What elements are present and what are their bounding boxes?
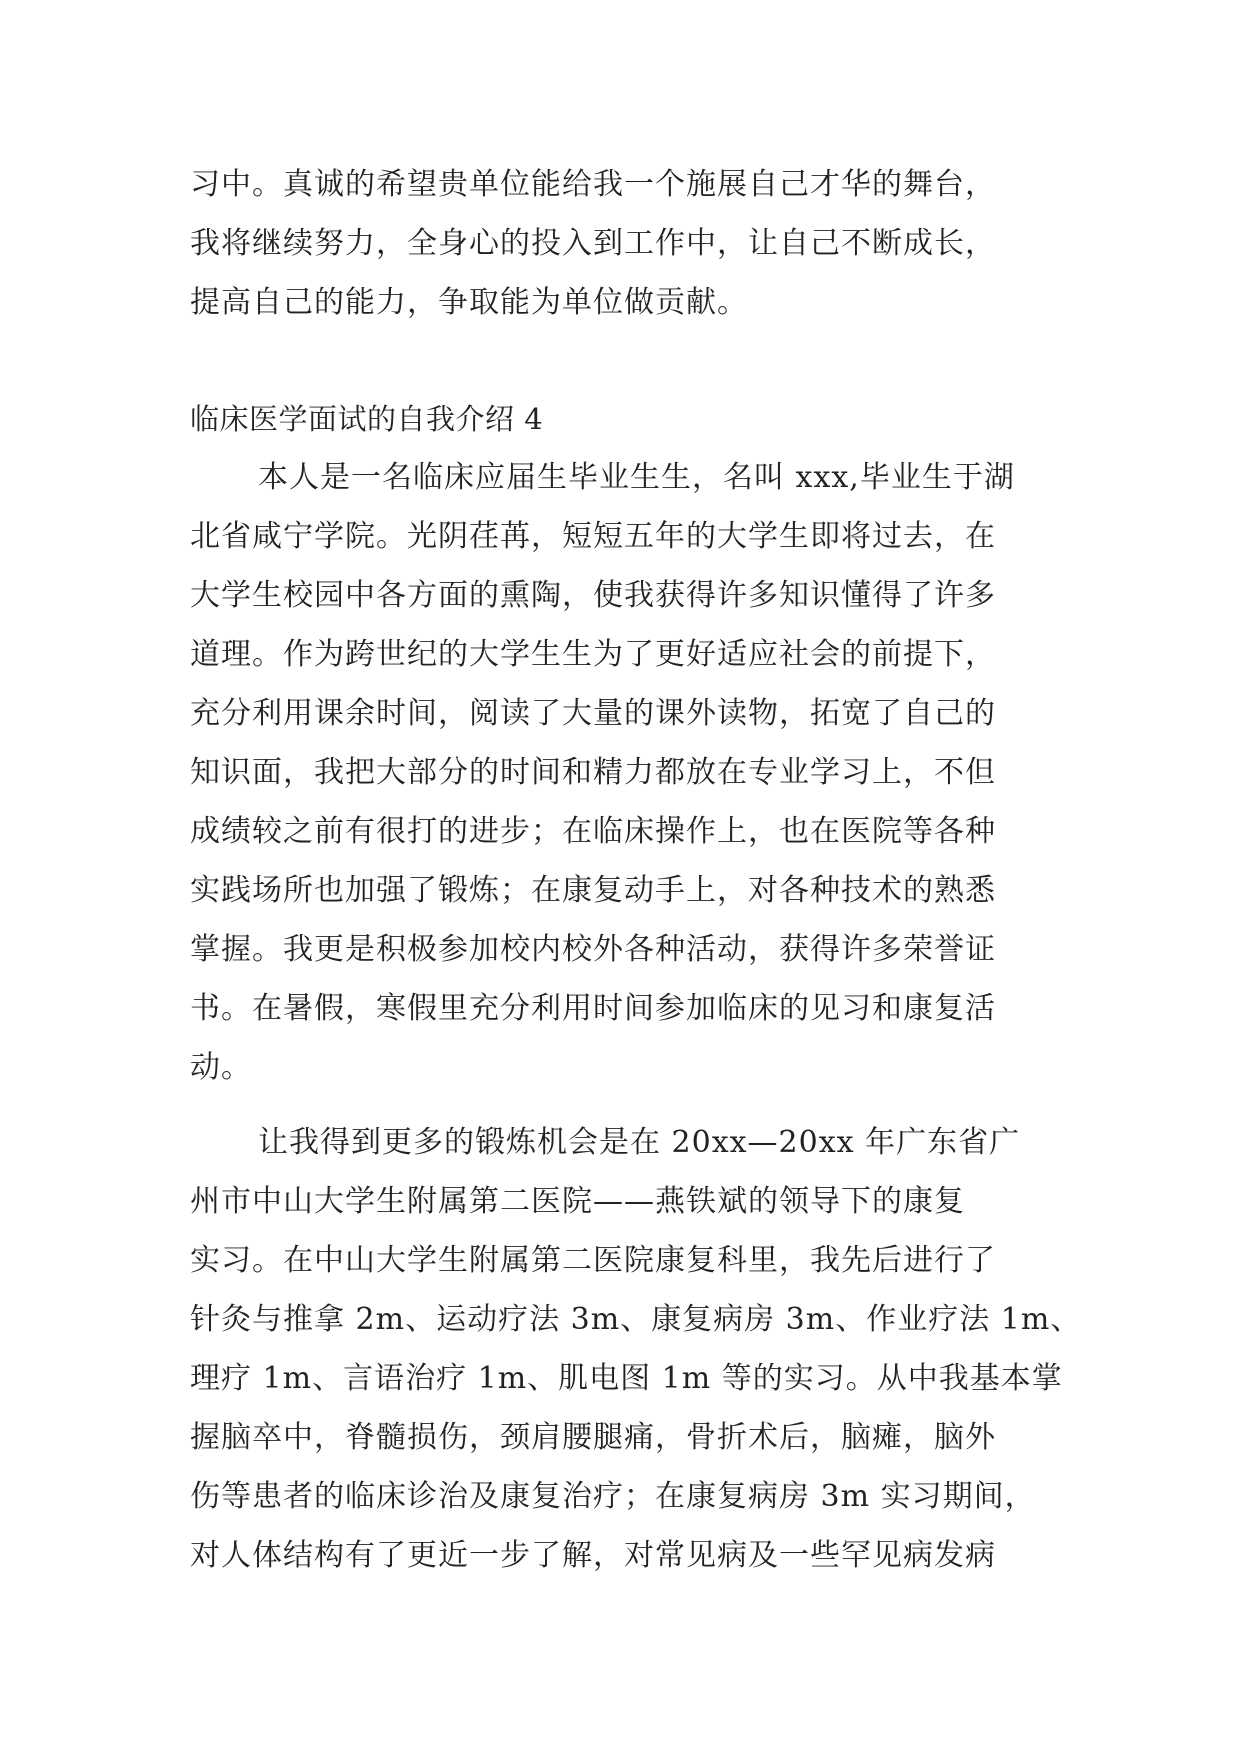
paragraph-line: 知识面，我把大部分的时间和精力都放在专业学习上，不但: [190, 755, 996, 790]
intro-line: 我将继续努力，全身心的投入到工作中，让自己不断成长，: [190, 226, 996, 261]
paragraph-line: 实习。在中山大学生附属第二医院康复科里，我先后进行了: [190, 1243, 996, 1278]
section-title: 临床医学面试的自我介绍 4: [190, 402, 544, 436]
intro-line: 习中。真诚的希望贵单位能给我一个施展自己才华的舞台，: [190, 167, 996, 202]
paragraph-line: 握脑卒中，脊髓损伤，颈肩腰腿痛，骨折术后，脑瘫，脑外: [190, 1420, 996, 1455]
paragraph-line: 州市中山大学生附属第二医院——燕铁斌的领导下的康复: [190, 1184, 965, 1219]
paragraph-line: 成绩较之前有很打的进步；在临床操作上，也在医院等各种: [190, 814, 996, 849]
intro-line: 提高自己的能力，争取能为单位做贡献。: [190, 285, 748, 320]
paragraph-line: 动。: [190, 1050, 252, 1085]
paragraph-line: 对人体结构有了更近一步了解，对常见病及一些罕见病发病: [190, 1538, 996, 1573]
paragraph-line: 伤等患者的临床诊治及康复治疗；在康复病房 3m 实习期间，: [190, 1479, 1036, 1514]
paragraph-line: 充分利用课余时间，阅读了大量的课外读物，拓宽了自己的: [190, 696, 996, 731]
paragraph-line: 掌握。我更是积极参加校内校外各种活动，获得许多荣誉证: [190, 932, 996, 967]
paragraph-line: 北省咸宁学院。光阴荏苒，短短五年的大学生即将过去，在: [190, 519, 996, 554]
paragraph-line: 实践场所也加强了锻炼；在康复动手上，对各种技术的熟悉: [190, 873, 996, 908]
paragraph-line: 本人是一名临床应届生毕业生生，名叫 xxx,毕业生于湖: [258, 460, 1015, 495]
paragraph-line: 道理。作为跨世纪的大学生生为了更好适应社会的前提下，: [190, 637, 996, 672]
paragraph-line: 让我得到更多的锻炼机会是在 20xx—20xx 年广东省广: [258, 1125, 1021, 1160]
paragraph-line: 大学生校园中各方面的熏陶，使我获得许多知识懂得了许多: [190, 578, 996, 613]
paragraph-line: 书。在暑假，寒假里充分利用时间参加临床的见习和康复活: [190, 991, 996, 1026]
paragraph-line: 理疗 1m、言语治疗 1m、肌电图 1m 等的实习。从中我基本掌: [190, 1361, 1063, 1396]
paragraph-line: 针灸与推拿 2m、运动疗法 3m、康复病房 3m、作业疗法 1m、: [190, 1302, 1082, 1337]
